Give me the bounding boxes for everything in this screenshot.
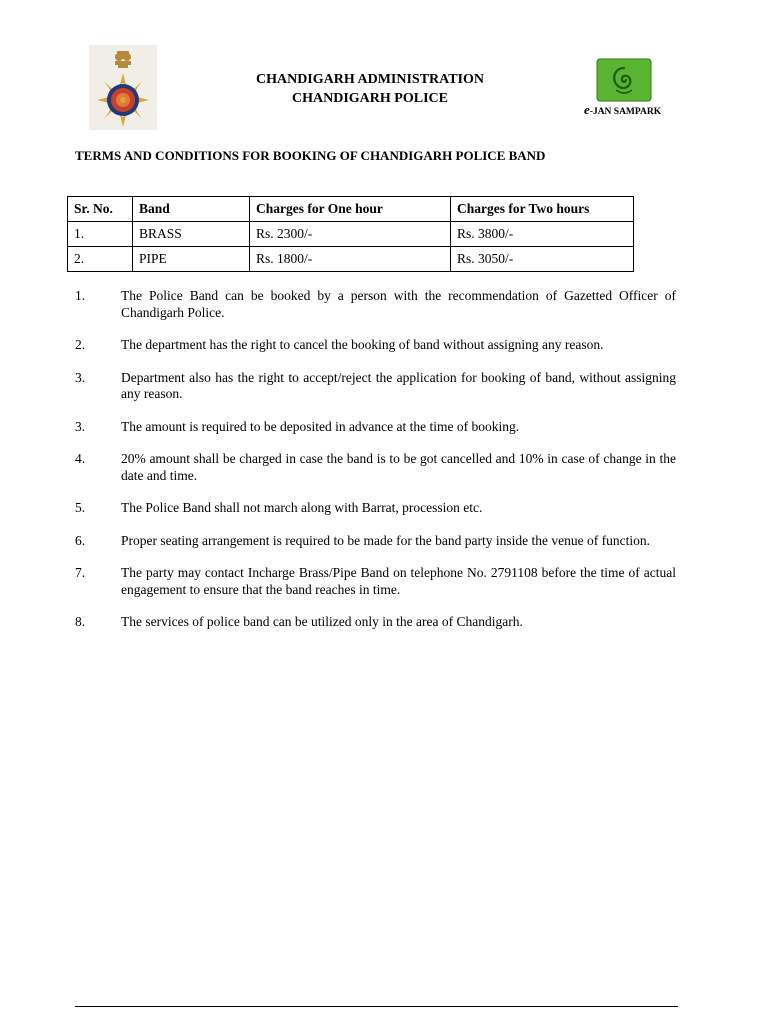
- header-line-police: CHANDIGARH POLICE: [292, 91, 448, 106]
- term-number: 2.: [75, 337, 86, 352]
- document-title: TERMS AND CONDITIONS FOR BOOKING OF CHANDIGARH POLICE BAND: [75, 148, 546, 163]
- term-text: 20% amount shall be charged in case the band is to be got cancelled and 10% in case of change in the date and time.: [121, 451, 676, 483]
- cell-two-hours: Rs. 3050/-: [451, 247, 634, 272]
- term-number: 4.: [75, 451, 86, 466]
- term-text: Department also has the right to accept/reject the application for booking of band, without assigning any reason.: [121, 369, 676, 401]
- band-charges-table: [67, 196, 634, 272]
- cell-band: BRASS: [133, 222, 250, 247]
- list-item: [75, 288, 676, 321]
- term-number: 5.: [75, 500, 86, 515]
- list-item: [75, 533, 676, 550]
- e-jan-sampark-logo-icon: [596, 58, 652, 102]
- term-text: The Police Band shall not march along with Barrat, procession etc.: [121, 500, 483, 515]
- term-text: Proper seating arrangement is required to be made for the band party inside the venue of function.: [121, 532, 650, 548]
- header-sr-no: Sr. No.: [68, 197, 133, 222]
- header-one-hour: Charges for One hour: [250, 197, 451, 222]
- header-two-hours: Charges for Two hours: [451, 197, 634, 222]
- term-number: 6.: [75, 532, 86, 548]
- term-text: The Police Band can be booked by a person with the recommendation of Gazetted Officer of Chandigarh Police.: [121, 288, 676, 320]
- term-number: 3.: [75, 418, 86, 434]
- header-band: Band: [133, 197, 250, 222]
- term-text: The party may contact Incharge Brass/Pipe Band on telephone No. 2791108 before the time of actual engagement to ensure that the band reaches in time.: [121, 565, 676, 597]
- list-item: [75, 565, 676, 598]
- cell-one-hour: Rs. 1800/-: [250, 247, 451, 272]
- table-row: [68, 247, 634, 272]
- cell-sr-no: 2.: [68, 247, 133, 272]
- list-item: [75, 419, 676, 436]
- cell-band: PIPE: [133, 247, 250, 272]
- list-item: [75, 337, 676, 354]
- term-text: The amount is required to be deposited in advance at the time of booking.: [121, 418, 520, 434]
- list-item: [75, 370, 676, 403]
- table-row: [68, 222, 634, 247]
- cell-two-hours: Rs. 3800/-: [451, 222, 634, 247]
- cell-sr-no: 1.: [68, 222, 133, 247]
- footer-divider: [75, 1006, 678, 1007]
- terms-list: [75, 288, 676, 647]
- table-header-row: [68, 197, 634, 222]
- e-jan-sampark-label: [584, 102, 661, 118]
- term-number: 7.: [75, 565, 86, 580]
- term-number: 1.: [75, 288, 86, 303]
- term-text: The department has the right to cancel the booking of band without assigning any reason.: [121, 337, 604, 352]
- header-line-administration: CHANDIGARH ADMINISTRATION: [255, 72, 485, 87]
- term-number: 3.: [75, 369, 86, 385]
- header-block: [200, 70, 540, 108]
- list-item: [75, 451, 676, 484]
- term-text: The services of police band can be utilized only in the area of Chandigarh.: [121, 614, 523, 629]
- list-item: [75, 500, 676, 517]
- chandigarh-police-emblem-icon: [89, 45, 157, 130]
- term-number: 8.: [75, 614, 86, 629]
- list-item: [75, 614, 676, 631]
- e-jan-sampark-text: -JAN SAMPARK: [589, 107, 662, 117]
- cell-one-hour: Rs. 2300/-: [250, 222, 451, 247]
- e-jan-sampark-prefix: e: [584, 102, 590, 117]
